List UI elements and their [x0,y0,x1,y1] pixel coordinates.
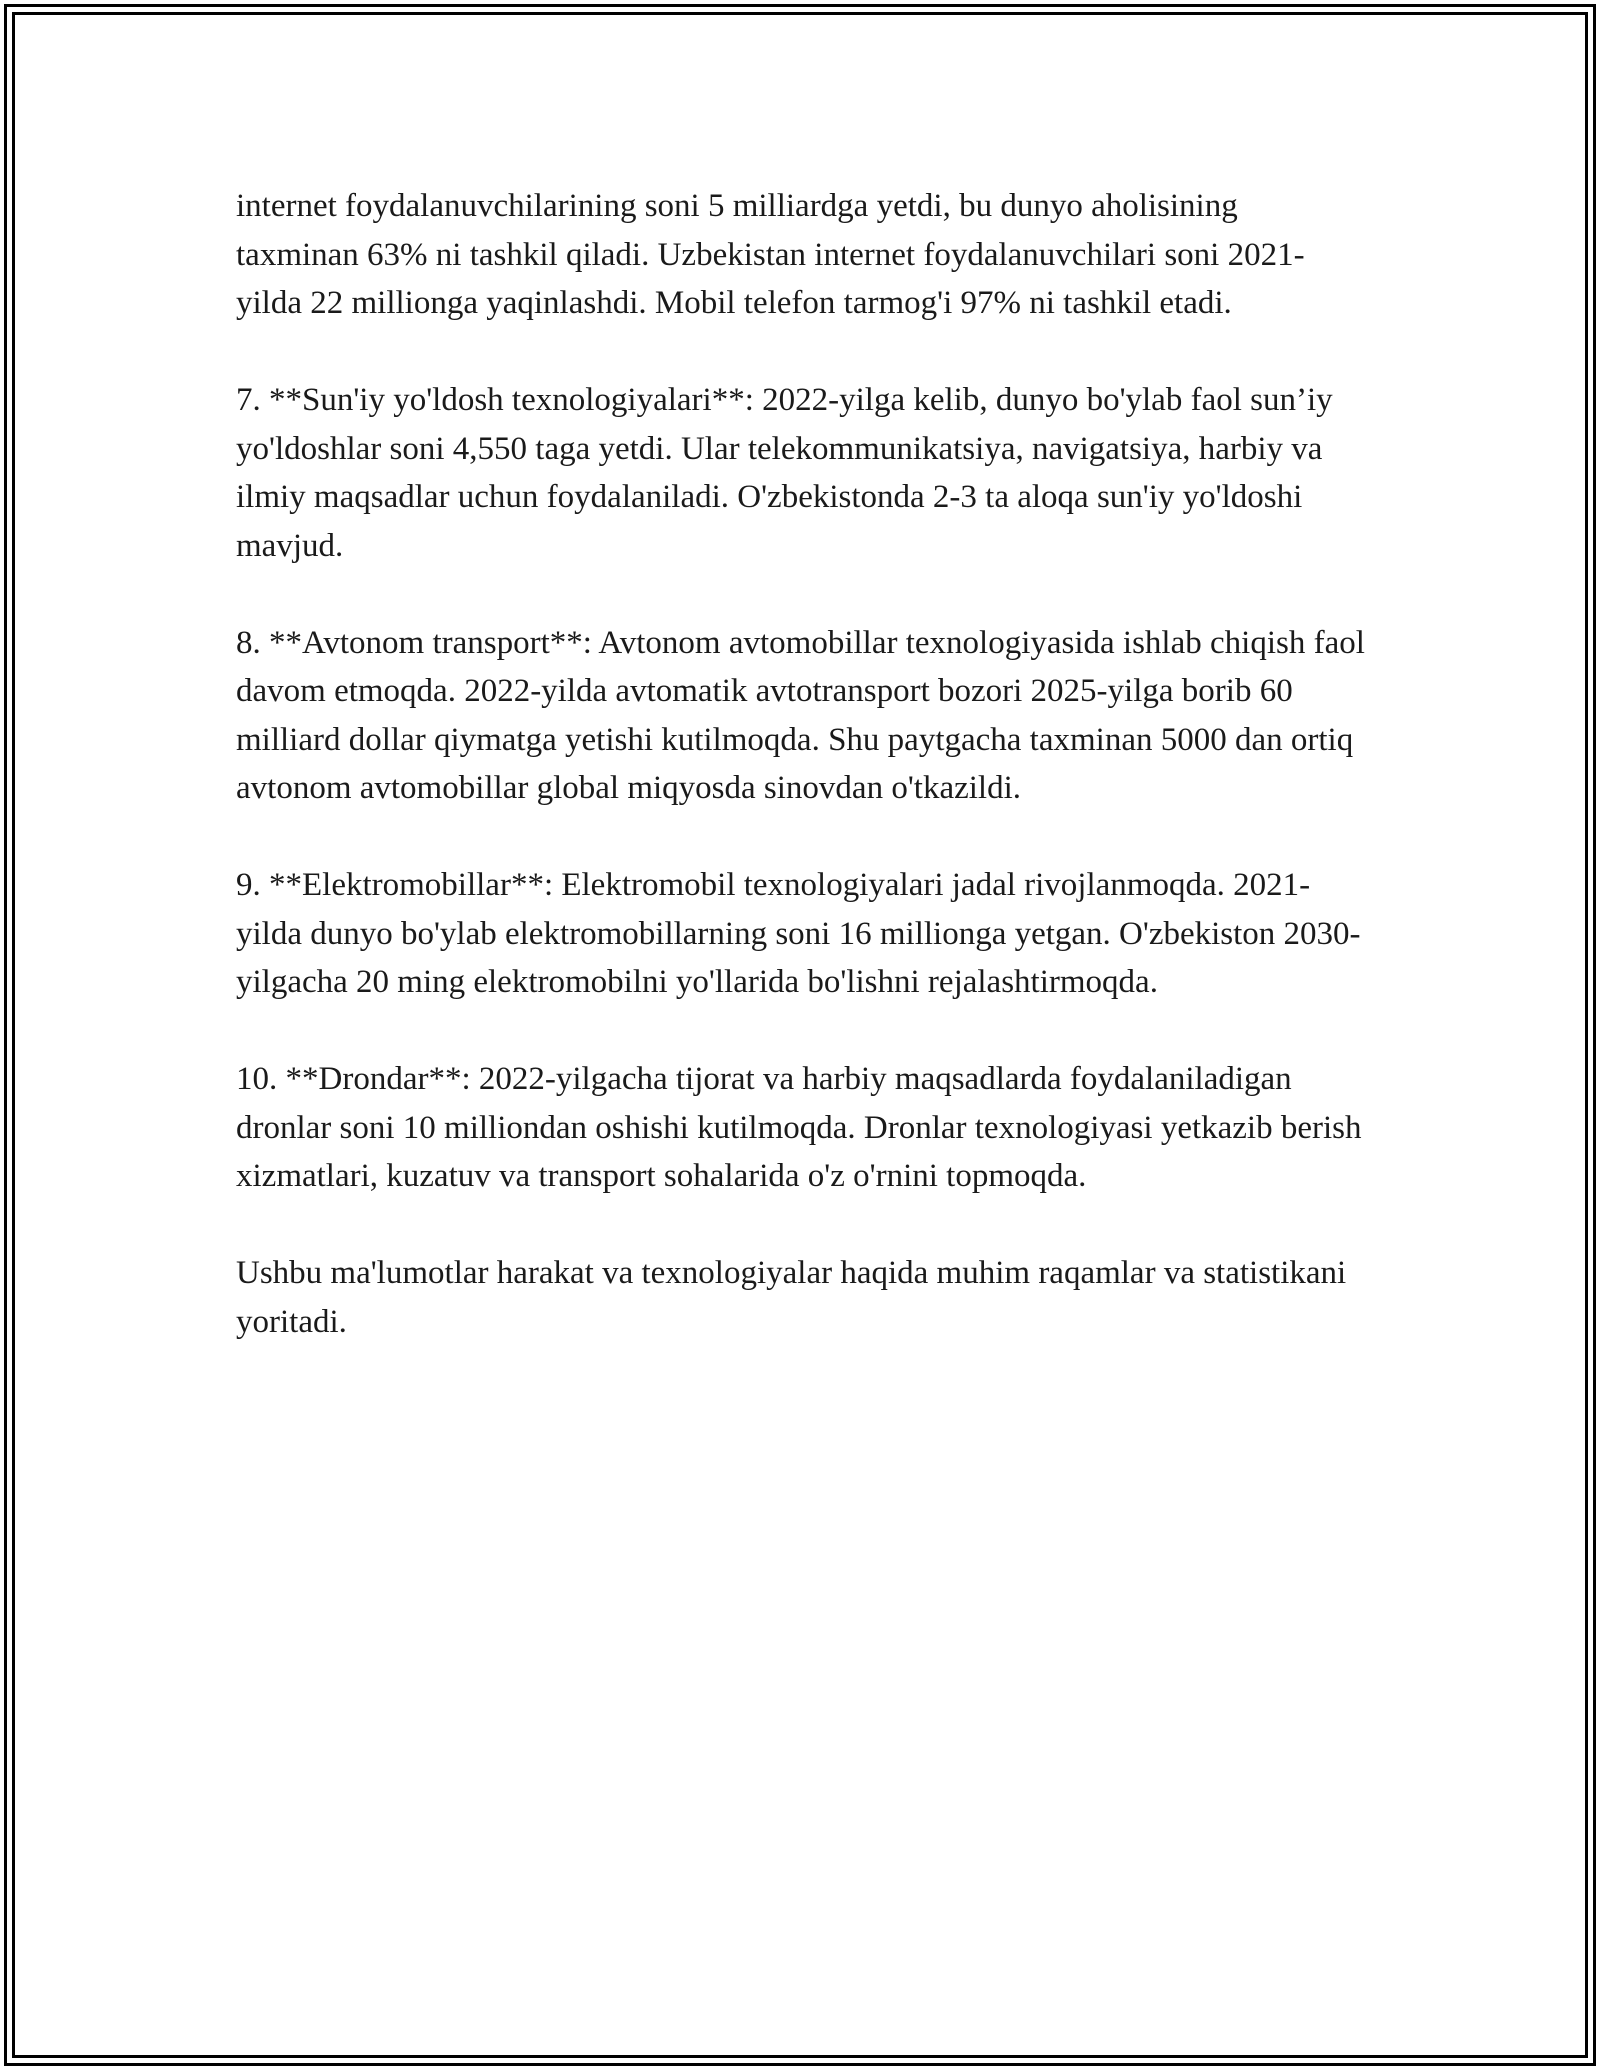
paragraph-autonomous-transport: 8. **Avtonom transport**: Avtonom avtomobillar texnologiyasida ishlab chiqish faol davom etmoqda. 2022-yilda avtomatik avtotransport bozori 2025-yilga borib 60 milliard dollar qiymatga yetishi kutilmoqda. Shu paytgacha taxminan 5000 dan ortiq avtonom avtomobillar global miqyosda sinovdan o'tkazildi. [236,624,1365,806]
document-body [236,182,1366,1395]
paragraph-drones: 10. **Drondar**: 2022-yilgacha tijorat va harbiy maqsadlarda foydalaniladigan dronlar soni 10 milliondan oshishi kutilmoqda. Dronlar texnologiyasi yetkazib berish xizmatlari, kuzatuv va transport sohalarida o'z o'rnini topmoqda. [236,1061,1362,1194]
paragraph-satellite-technologies: 7. **Sun'iy yo'ldosh texnologiyalari**: 2022-yilga kelib, dunyo bo'ylab faol sun’iy yo'ldoshlar soni 4,550 taga yetdi. Ular telekommunikatsiya, navigatsiya, harbiy va ilmiy maqsadlar uchun foydalaniladi. O'zbekistonda 2-3 ta aloqa sun'iy yo'ldoshi mavjud. [236,382,1333,564]
paragraph-conclusion: Ushbu ma'lumotlar harakat va texnologiyalar haqida muhim raqamlar va statistikani yoritadi. [236,1255,1347,1340]
paragraph-electric-vehicles: 9. **Elektromobillar**: Elektromobil texnologiyalari jadal rivojlanmoqda. 2021-yilda dunyo bo'ylab elektromobillarning soni 16 millionga yetgan. O'zbekiston 2030-yilgacha 20 ming elektromobilni yo'llarida bo'lishni rejalashtirmoqda. [236,867,1361,1000]
paragraph-internet-users: internet foydalanuvchilarining soni 5 milliardga yetdi, bu dunyo aholisining taxminan 63% ni tashkil qiladi. Uzbekistan internet foydalanuvchilari soni 2021-yilda 22 millionga yaqinlashdi. Mobil telefon tarmog'i 97% ni tashkil etadi. [236,188,1305,321]
